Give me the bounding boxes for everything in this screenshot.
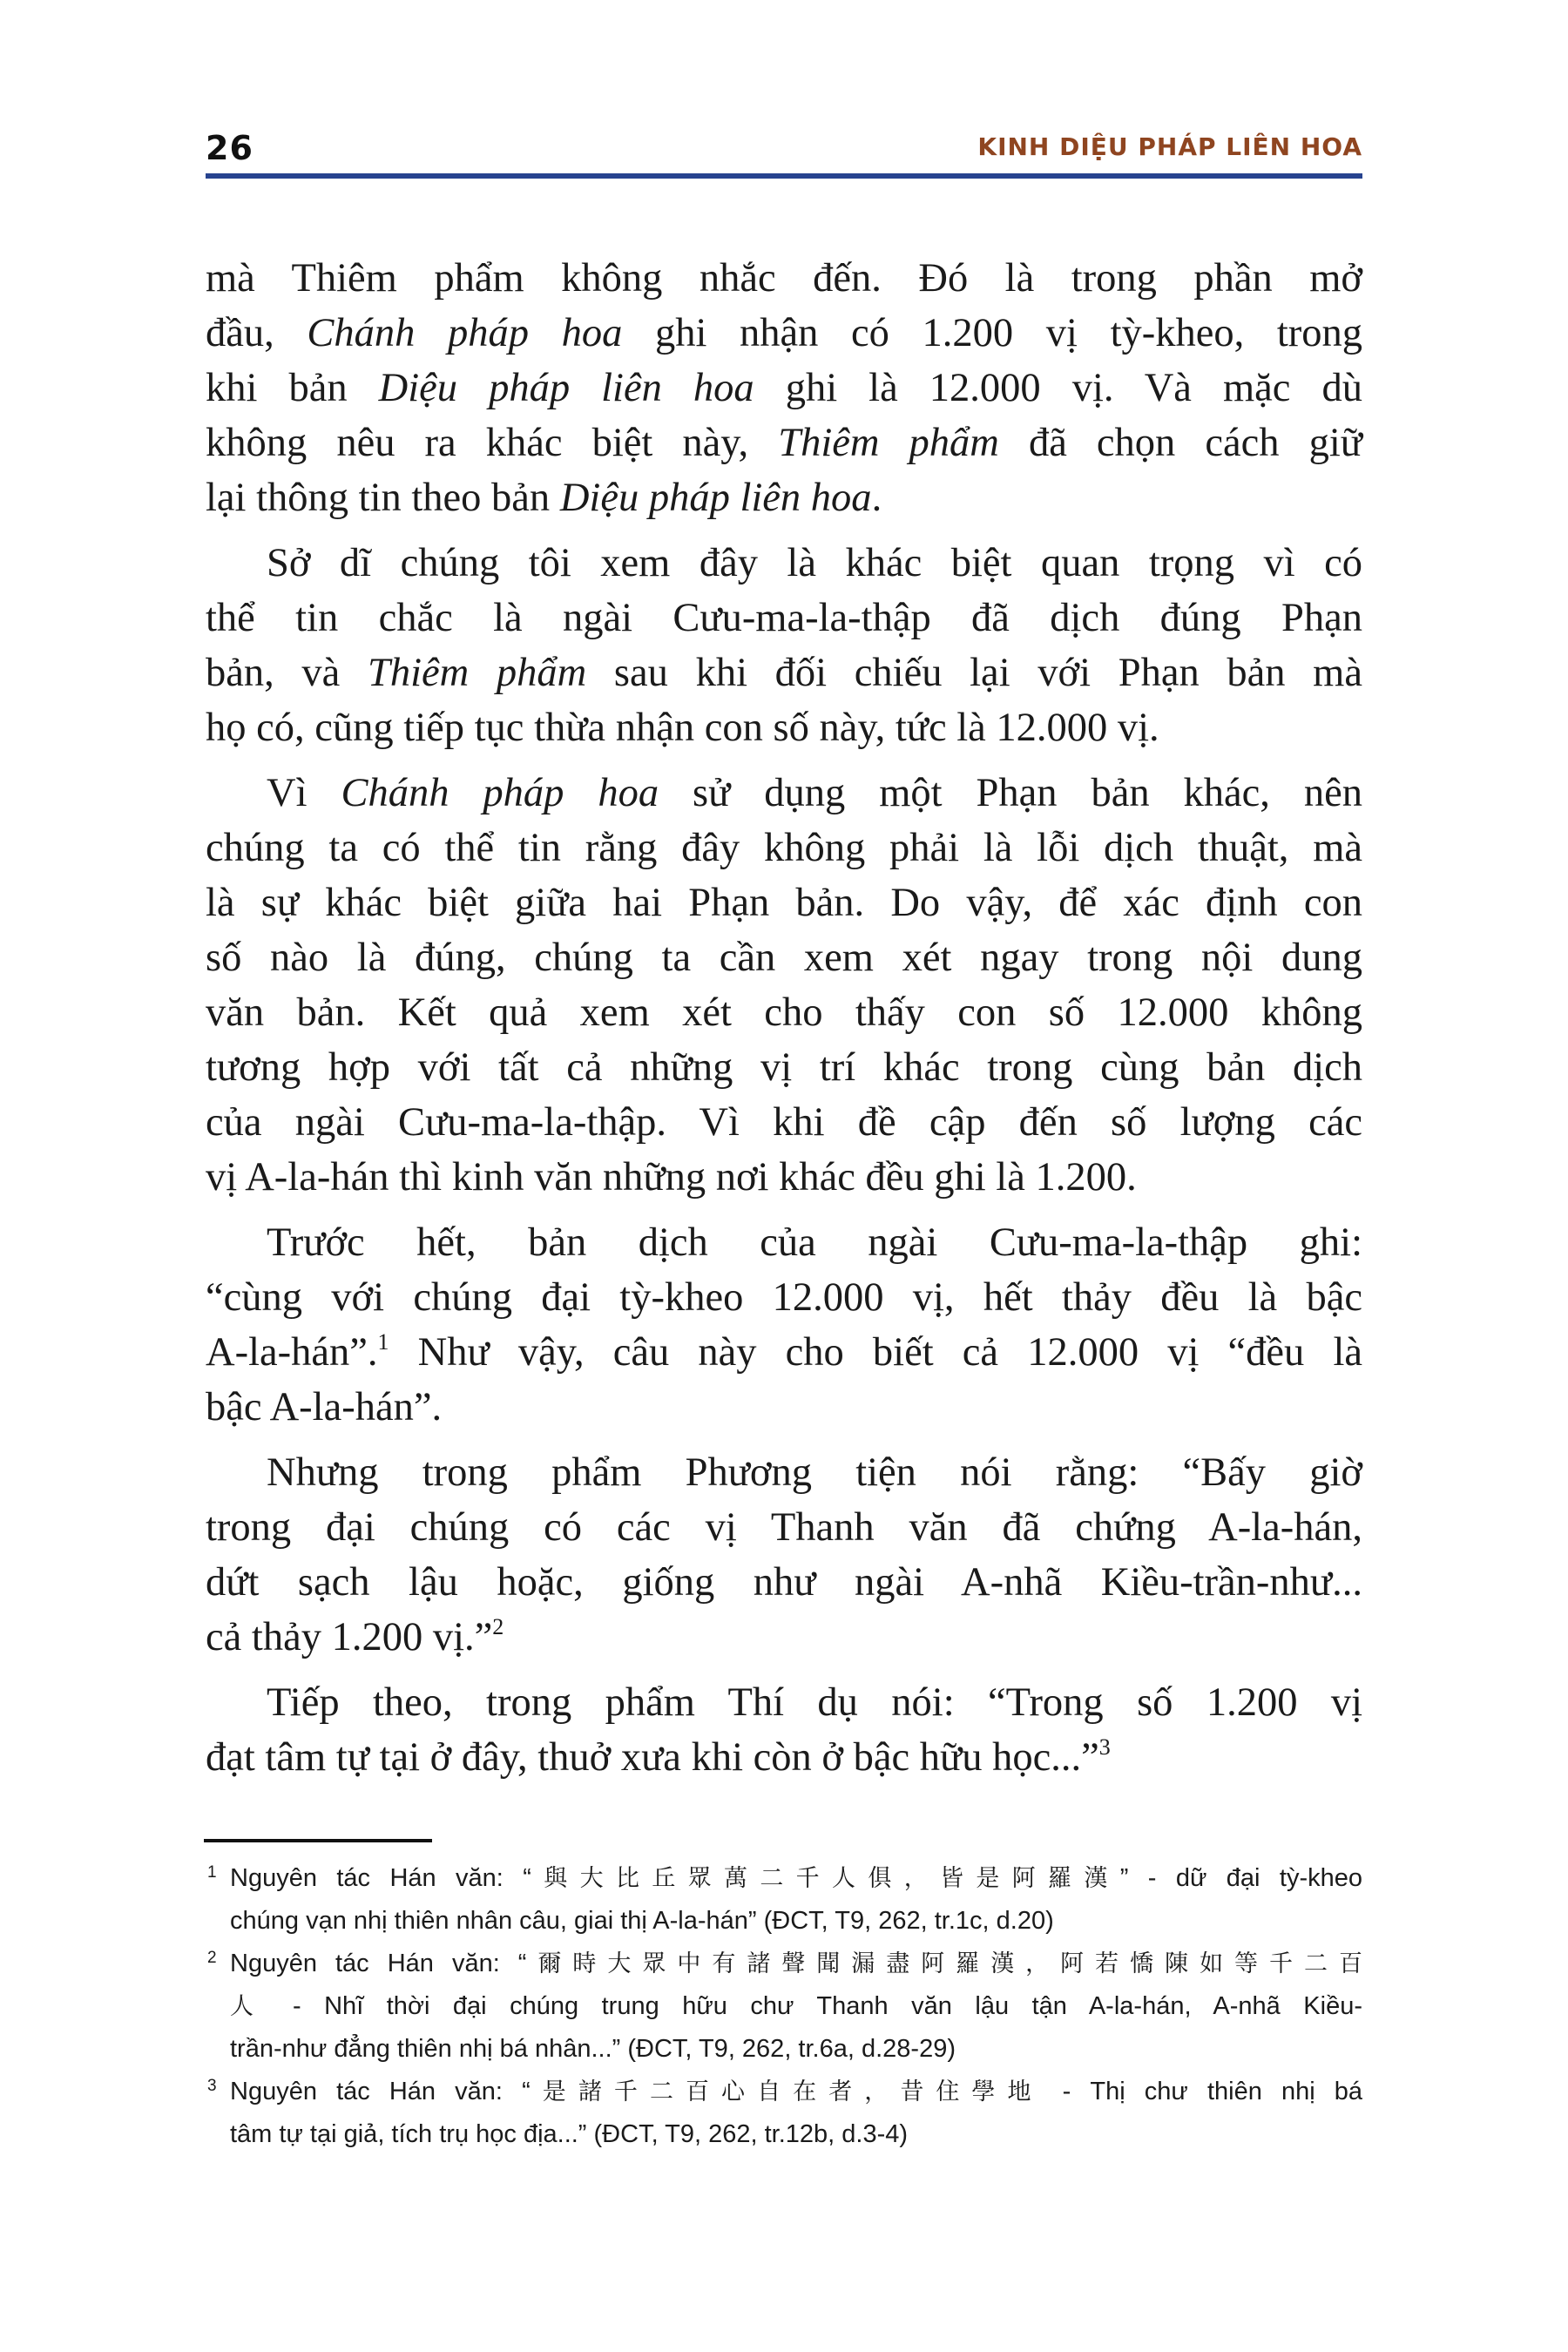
header-rule bbox=[206, 173, 1362, 179]
text-line bbox=[206, 766, 1362, 821]
text-run: mà Thiêm phẩm không nhắc đến. Đó là trong phần mở bbox=[206, 256, 1362, 301]
paragraph bbox=[206, 766, 1362, 1205]
text-line bbox=[206, 1675, 1362, 1730]
text-run: chúng vạn nhị thiên nhân câu, giai thị A-la-hán” (ĐCT, T9, 262, tr.1c, d.20) bbox=[230, 1907, 1054, 1935]
text-run: văn bản. Kết quả xem xét cho thấy con số 12.000 không bbox=[206, 990, 1362, 1035]
footnote-line bbox=[230, 1985, 1362, 2028]
text-run: đã chọn cách giữ bbox=[998, 421, 1362, 465]
text-run: ” - dữ đại tỳ-kheo bbox=[1119, 1864, 1363, 1892]
text-line bbox=[206, 1610, 1362, 1665]
text-run: ghi nhận có 1.200 vị tỳ-kheo, trong bbox=[622, 311, 1363, 355]
text-run: khi bản bbox=[206, 366, 379, 410]
footnote-line bbox=[230, 1857, 1362, 1900]
text-run: Nhưng trong phẩm Phương tiện nói rằng: “Bấy giờ bbox=[267, 1450, 1362, 1495]
chinese-text: 是諸千二百心自在者，昔住學地 bbox=[530, 2078, 1044, 2105]
footnote-number: 1 bbox=[207, 1863, 217, 1882]
text-line bbox=[206, 1555, 1362, 1610]
text-line bbox=[206, 1150, 1362, 1205]
text-run: sử dụng một Phạn bản khác, nên bbox=[659, 771, 1363, 815]
page-number: 26 bbox=[206, 129, 253, 167]
footnote-line bbox=[230, 2028, 1362, 2071]
footnote bbox=[206, 1943, 1362, 2071]
text-run: của ngài Cưu-ma-la-thập. Vì khi đề cập đến số lượng các bbox=[206, 1100, 1362, 1145]
text-run: Như vậy, câu này cho biết cả 12.000 vị “đều là bbox=[389, 1330, 1362, 1375]
text-line bbox=[206, 930, 1362, 985]
footnote-line bbox=[230, 1900, 1362, 1943]
text-run: Nguyên tác Hán văn: “ bbox=[230, 1864, 531, 1892]
text-line bbox=[206, 985, 1362, 1040]
text-run: bản, và bbox=[206, 651, 368, 695]
italic-title-text: Chánh pháp hoa bbox=[341, 771, 659, 815]
italic-title-text: Chánh pháp hoa bbox=[307, 311, 623, 355]
text-run: dứt sạch lậu hoặc, giống như ngài A-nhã Kiều-trần-như... bbox=[206, 1560, 1362, 1605]
footnote-reference[interactable]: 2 bbox=[492, 1614, 504, 1639]
footnote bbox=[206, 1857, 1362, 1943]
text-line bbox=[206, 645, 1362, 700]
text-line bbox=[206, 700, 1362, 755]
text-run: . bbox=[871, 476, 882, 520]
text-line bbox=[206, 1215, 1362, 1270]
paragraph bbox=[206, 1675, 1362, 1785]
footnote-number: 3 bbox=[207, 2077, 217, 2095]
text-run: bậc A-la-hán”. bbox=[206, 1385, 443, 1429]
text-line bbox=[206, 536, 1362, 591]
running-title: KINH DIỆU PHÁP LIÊN HOA bbox=[977, 132, 1362, 161]
text-run: Tiếp theo, trong phẩm Thí dụ nói: “Trong số 1.200 vị bbox=[267, 1680, 1362, 1725]
text-line bbox=[206, 306, 1362, 361]
text-run: đạt tâm tự tại ở đây, thuở xưa khi còn ở bậc hữu học...” bbox=[206, 1735, 1099, 1780]
text-line bbox=[206, 1095, 1362, 1150]
text-run: ghi là 12.000 vị. Và mặc dù bbox=[754, 366, 1362, 410]
text-run: sau khi đối chiếu lại với Phạn bản mà bbox=[586, 651, 1362, 695]
page-header bbox=[206, 122, 1362, 174]
text-run: lại thông tin theo bản bbox=[206, 476, 560, 520]
text-run: vị A-la-hán thì kinh văn những nơi khác đều ghi là 1.200. bbox=[206, 1155, 1137, 1200]
text-run: không nêu ra khác biệt này, bbox=[206, 421, 779, 465]
italic-title-text: Diệu pháp liên hoa bbox=[559, 476, 872, 520]
footnote-separator bbox=[204, 1839, 432, 1842]
text-run: - Thị chư thiên nhị bá bbox=[1043, 2078, 1363, 2105]
text-run: Sở dĩ chúng tôi xem đây là khác biệt quan trọng vì có bbox=[267, 541, 1362, 585]
paragraph bbox=[206, 536, 1362, 755]
text-line bbox=[206, 591, 1362, 645]
paragraph bbox=[206, 251, 1362, 525]
text-run: họ có, cũng tiếp tục thừa nhận con số này, tức là 12.000 vị. bbox=[206, 706, 1159, 750]
paragraph bbox=[206, 1215, 1362, 1435]
text-line bbox=[206, 821, 1362, 875]
text-run: “cùng với chúng đại tỳ-kheo 12.000 vị, hết thảy đều là bậc bbox=[206, 1275, 1362, 1320]
text-run: A-la-hán”. bbox=[206, 1330, 378, 1375]
footnote-reference[interactable]: 3 bbox=[1098, 1734, 1111, 1760]
italic-title-text: Thiêm phẩm bbox=[368, 651, 587, 695]
text-run: thể tin chắc là ngài Cưu-ma-la-thập đã dịch đúng Phạn bbox=[206, 596, 1362, 640]
text-run: tương hợp với tất cả những vị trí khác trong cùng bản dịch bbox=[206, 1045, 1362, 1090]
text-run: - Nhĩ thời đại chúng trung hữu chư Thanh văn lậu tận A-la-hán, A-nhã Kiều- bbox=[269, 1992, 1363, 2020]
text-line bbox=[206, 1270, 1362, 1325]
text-line bbox=[206, 416, 1362, 470]
text-line bbox=[206, 1445, 1362, 1500]
text-run: là sự khác biệt giữa hai Phạn bản. Do vậy, để xác định con bbox=[206, 881, 1362, 925]
italic-title-text: Diệu pháp liên hoa bbox=[378, 366, 754, 410]
footnotes bbox=[206, 1857, 1362, 2156]
footnote-line bbox=[230, 1943, 1362, 1985]
text-run: chúng ta có thể tin rằng đây không phải là lỗi dịch thuật, mà bbox=[206, 826, 1362, 870]
text-run: Vì bbox=[267, 771, 341, 815]
text-run: số nào là đúng, chúng ta cần xem xét ngay trong nội dung bbox=[206, 936, 1362, 980]
footnote-line bbox=[230, 2113, 1362, 2156]
body-text bbox=[206, 251, 1362, 1795]
text-run: cả thảy 1.200 vị.” bbox=[206, 1615, 493, 1659]
footnote bbox=[206, 2071, 1362, 2156]
text-run: tâm tự tại giả, tích trụ học địa...” (ĐCT, T9, 262, tr.12b, d.3-4) bbox=[230, 2120, 909, 2148]
text-run: Nguyên tác Hán văn: “ bbox=[230, 1950, 527, 1977]
text-line bbox=[206, 1380, 1362, 1435]
text-run: trần-như đẳng thiên nhị bá nhân...” (ĐCT, T9, 262, tr.6a, d.28-29) bbox=[230, 2035, 956, 2063]
paragraph bbox=[206, 1445, 1362, 1665]
text-line bbox=[206, 361, 1362, 416]
text-line bbox=[206, 1040, 1362, 1095]
text-line bbox=[206, 1500, 1362, 1555]
footnote-reference[interactable]: 1 bbox=[377, 1329, 389, 1355]
text-line bbox=[206, 251, 1362, 306]
footnote-number: 2 bbox=[207, 1949, 217, 1967]
text-run: đầu, bbox=[206, 311, 308, 355]
text-line bbox=[206, 470, 1362, 525]
chinese-text: 爾時大眾中有諸聲聞漏盡阿羅漢，阿若憍陳如等千二百 bbox=[526, 1950, 1362, 1977]
chinese-text: 人 bbox=[230, 1993, 270, 2020]
footnote-line bbox=[230, 2071, 1362, 2113]
text-run: Trước hết, bản dịch của ngài Cưu-ma-la-thập ghi: bbox=[267, 1220, 1362, 1265]
chinese-text: 與大比丘眾萬二千人俱，皆是阿羅漢 bbox=[531, 1865, 1120, 1892]
text-line bbox=[206, 1325, 1362, 1380]
text-line bbox=[206, 1730, 1362, 1785]
italic-title-text: Thiêm phẩm bbox=[778, 421, 999, 465]
text-run: trong đại chúng có các vị Thanh văn đã chứng A-la-hán, bbox=[206, 1505, 1362, 1550]
text-run: Nguyên tác Hán văn: “ bbox=[230, 2078, 531, 2105]
text-line bbox=[206, 875, 1362, 930]
